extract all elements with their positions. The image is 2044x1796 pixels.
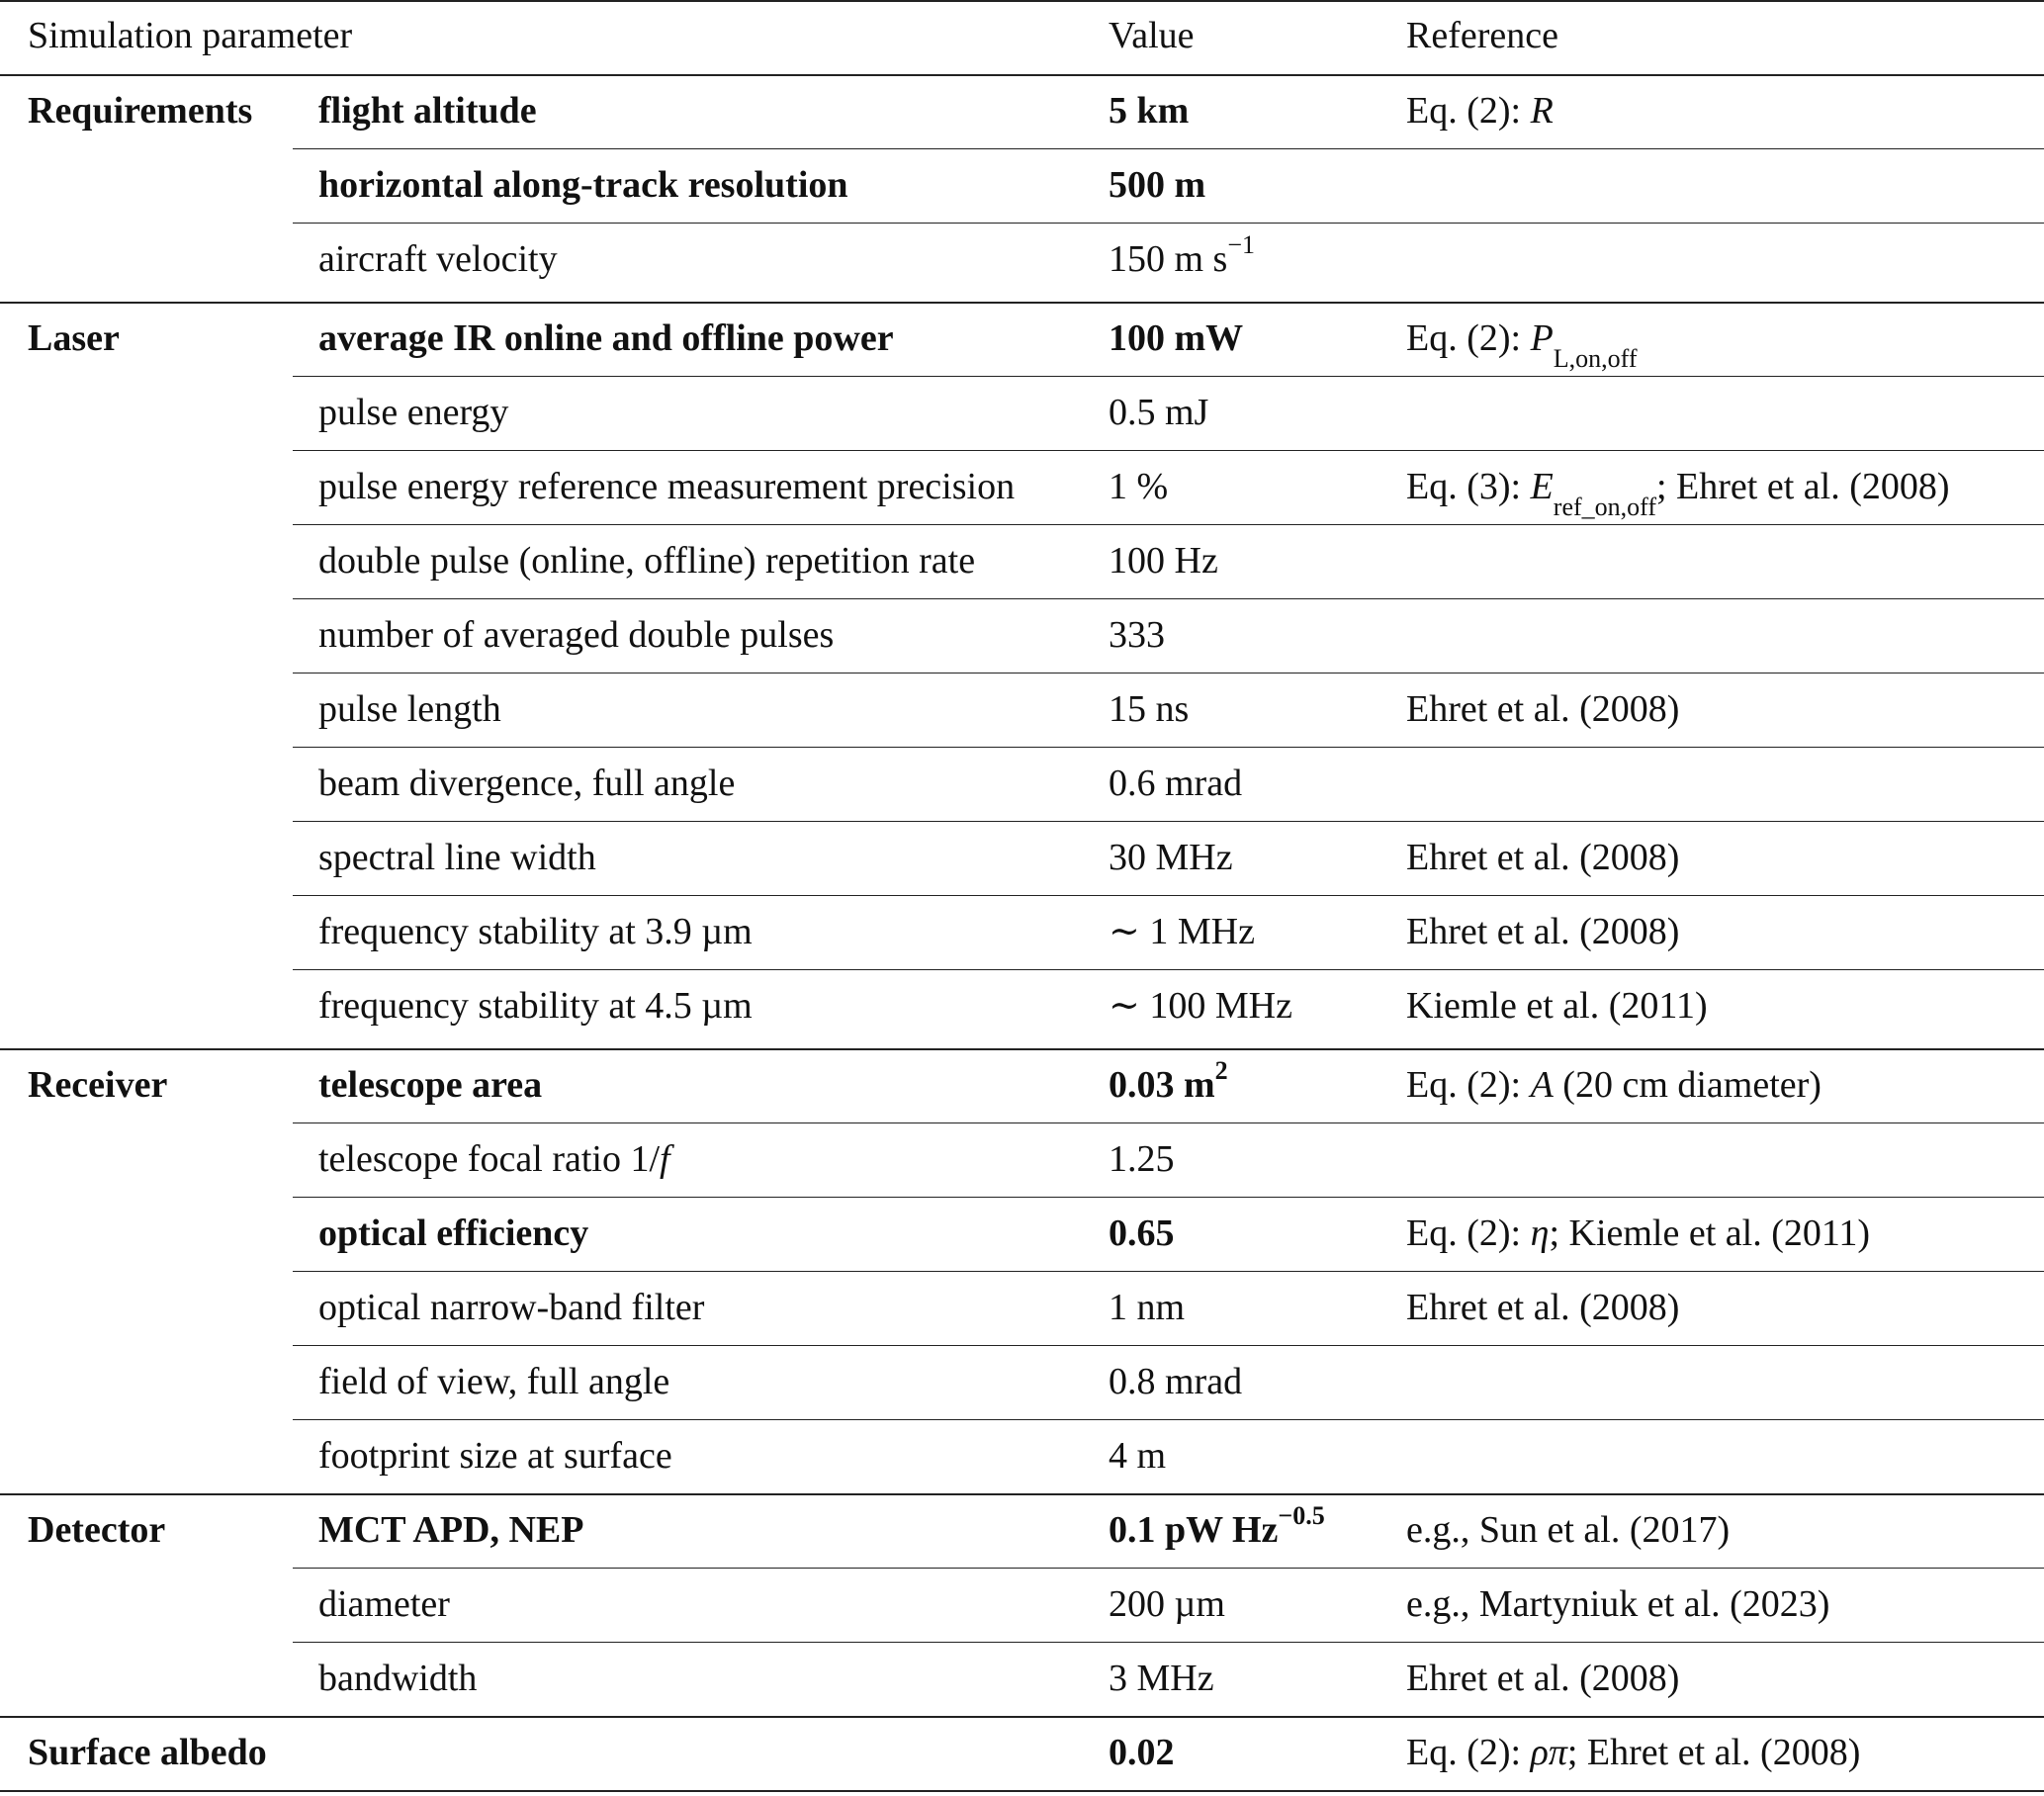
text-part: e.g., Martyniuk et al. (2023) [1406,1583,1830,1625]
text-part: 30 MHz [1109,837,1233,878]
row-value [1109,687,1189,731]
row-parameter [318,237,558,281]
parameter-italic: f [660,1138,670,1180]
rule-line [293,524,2044,525]
text-part: ∼ 100 MHz [1109,985,1292,1027]
text-part: Ehret et al. (2008) [1406,837,1680,878]
parameter-text: diameter [318,1583,450,1625]
rule-line [293,148,2044,149]
rule-line [293,1271,2044,1272]
rule-line [293,1122,2044,1123]
parameter-text: pulse energy reference measurement precision [318,466,1016,507]
row-value [1109,1056,1228,1107]
text-part: 15 ns [1109,688,1190,730]
rule-line [293,1419,2044,1420]
row-value [1109,1582,1225,1626]
text-part: −0.5 [1278,1501,1325,1531]
text-part: 0.8 mrad [1109,1361,1243,1402]
row-parameter [318,613,834,657]
text-part: 100 mW [1109,317,1244,359]
row-parameter [318,391,508,434]
rule-line [293,821,2044,822]
parameter-text: double pulse (online, offline) repetition rate [318,540,976,582]
row-parameter [318,687,501,731]
text-part: E [1530,466,1554,507]
row-value [1109,1286,1185,1329]
rule-line [0,0,2044,2]
row-value [1109,1731,1175,1774]
row-value [1109,1434,1166,1478]
row-value [1109,984,1292,1028]
text-part: e.g., Sun et al. (2017) [1406,1509,1731,1551]
rule-line [0,1048,2044,1050]
row-parameter [318,836,596,879]
row-parameter [318,1212,588,1255]
text-part: 0.5 mJ [1109,392,1209,433]
row-value [1109,230,1256,281]
row-reference [1406,910,1679,953]
rule-line [293,969,2044,970]
text-part: ; Ehret et al. (2008) [1566,1732,1861,1773]
text-part: Eq. (2): [1406,90,1531,132]
text-part: R [1530,90,1554,132]
text-part: ref_on,off [1553,492,1656,521]
text-part: 0.1 pW Hz [1109,1509,1279,1551]
rule-line [293,450,2044,451]
rule-line [0,302,2044,304]
row-value [1109,1360,1242,1403]
rule-line [293,376,2044,377]
row-reference [1406,1063,1822,1107]
rule-line [0,1493,2044,1495]
rule-line [0,1716,2044,1718]
row-parameter [318,316,894,360]
header-parameter: Simulation parameter [28,15,353,56]
row-value [1109,1212,1175,1255]
parameter-text: optical efficiency [318,1212,589,1254]
text-part: 1.25 [1109,1138,1175,1180]
row-group-label: Receiver [28,1064,168,1106]
row-reference [1406,984,1708,1028]
rule-line [293,598,2044,599]
text-part: 1 nm [1109,1287,1186,1328]
text-part: A [1530,1064,1554,1106]
row-parameter [318,1508,583,1552]
text-part: 200 µm [1109,1583,1225,1625]
parameter-text: number of averaged double pulses [318,614,835,656]
row-group-label: Surface albedo [28,1732,267,1773]
parameter-text: frequency stability at 4.5 µm [318,985,753,1027]
parameter-text: horizontal along-track resolution [318,164,848,206]
text-part: Ehret et al. (2008) [1406,1287,1680,1328]
text-part: −1 [1227,230,1256,260]
text-part: ; Kiemle et al. (2011) [1549,1212,1871,1254]
text-part: Eq. (3): [1406,466,1531,507]
parameter-text: field of view, full angle [318,1361,670,1402]
text-part: 1 % [1109,466,1169,507]
row-value [1109,836,1233,879]
row-parameter [318,163,848,207]
row-parameter [318,984,753,1028]
row-parameter [318,1286,704,1329]
parameter-text: frequency stability at 3.9 µm [318,911,753,952]
text-part: 150 m s [1109,238,1228,280]
row-reference [1406,1212,1870,1255]
row-value [1109,1657,1214,1700]
row-reference [1406,1731,1860,1774]
rule-line [293,673,2044,674]
row-reference [1406,687,1679,731]
text-part: (20 cm diameter) [1553,1064,1822,1106]
row-reference [1406,1582,1829,1626]
row-parameter [318,1137,670,1181]
row-parameter [318,762,735,805]
row-value [1109,539,1218,583]
text-part: 3 MHz [1109,1658,1214,1699]
rule-line [293,1345,2044,1346]
row-parameter [318,465,1015,508]
parameter-text: telescope focal ratio 1/ [318,1138,661,1180]
row-group-label: Requirements [28,90,253,132]
row-reference [1406,316,1638,373]
text-part: Kiemle et al. (2011) [1406,985,1708,1027]
rule-line [293,223,2044,224]
row-parameter [318,89,537,133]
parameter-text: beam divergence, full angle [318,763,736,804]
row-reference [1406,1286,1679,1329]
parameter-text: pulse length [318,688,501,730]
row-value [1109,316,1243,360]
text-part: ρπ [1530,1732,1567,1773]
row-value [1109,613,1165,657]
row-value [1109,89,1189,133]
text-part: ∼ 1 MHz [1109,911,1255,952]
text-part: Ehret et al. (2008) [1406,688,1680,730]
text-part: 2 [1214,1056,1228,1086]
text-part: 333 [1109,614,1165,656]
text-part: Eq. (2): [1406,1064,1531,1106]
row-reference [1406,1508,1730,1552]
text-part: η [1530,1212,1550,1254]
row-parameter [318,539,975,583]
rule-line [293,1642,2044,1643]
text-part: P [1530,317,1554,359]
row-parameter [318,1582,450,1626]
row-parameter [318,1063,542,1107]
header-value: Value [1109,15,1195,56]
text-part: 5 km [1109,90,1190,132]
rule-line [293,1568,2044,1569]
row-reference [1406,89,1554,133]
parameter-text: aircraft velocity [318,238,558,280]
text-part: 500 m [1109,164,1206,206]
text-part: 100 Hz [1109,540,1218,582]
row-reference [1406,1657,1679,1700]
text-part: Eq. (2): [1406,1732,1531,1773]
text-part: L,on,off [1553,343,1638,373]
text-part: Eq. (2): [1406,1212,1531,1254]
row-value [1109,910,1255,953]
text-part: Ehret et al. (2008) [1406,1658,1680,1699]
row-parameter [318,1657,477,1700]
text-part: Eq. (2): [1406,317,1531,359]
parameter-text: average IR online and offline power [318,317,894,359]
row-value [1109,465,1168,508]
row-value [1109,163,1205,207]
parameter-text: spectral line width [318,837,596,878]
text-part: ; Ehret et al. (2008) [1656,466,1950,507]
text-part: Ehret et al. (2008) [1406,911,1680,952]
row-group-label: Detector [28,1509,166,1551]
row-value [1109,1501,1325,1552]
row-parameter [318,1360,669,1403]
row-parameter [318,1434,672,1478]
row-value [1109,391,1208,434]
text-part: 4 m [1109,1435,1167,1477]
parameter-text: MCT APD, NEP [318,1509,584,1551]
rule-line [0,1790,2044,1792]
rule-line [293,895,2044,896]
parameter-text: pulse energy [318,392,509,433]
rule-line [0,74,2044,76]
row-group-label: Laser [28,317,120,359]
text-part: 0.65 [1109,1212,1175,1254]
parameter-text: optical narrow-band filter [318,1287,705,1328]
parameter-text: flight altitude [318,90,537,132]
text-part: 0.02 [1109,1732,1175,1773]
row-value [1109,1137,1175,1181]
rule-line [293,747,2044,748]
parameter-text: bandwidth [318,1658,478,1699]
header-reference: Reference [1406,15,1558,56]
row-reference [1406,465,1950,521]
text-part: 0.03 m [1109,1064,1215,1106]
text-part: 0.6 mrad [1109,763,1243,804]
row-parameter [318,910,753,953]
rule-line [293,1197,2044,1198]
row-value [1109,762,1242,805]
parameter-text: footprint size at surface [318,1435,672,1477]
row-reference [1406,836,1679,879]
parameter-text: telescope area [318,1064,543,1106]
